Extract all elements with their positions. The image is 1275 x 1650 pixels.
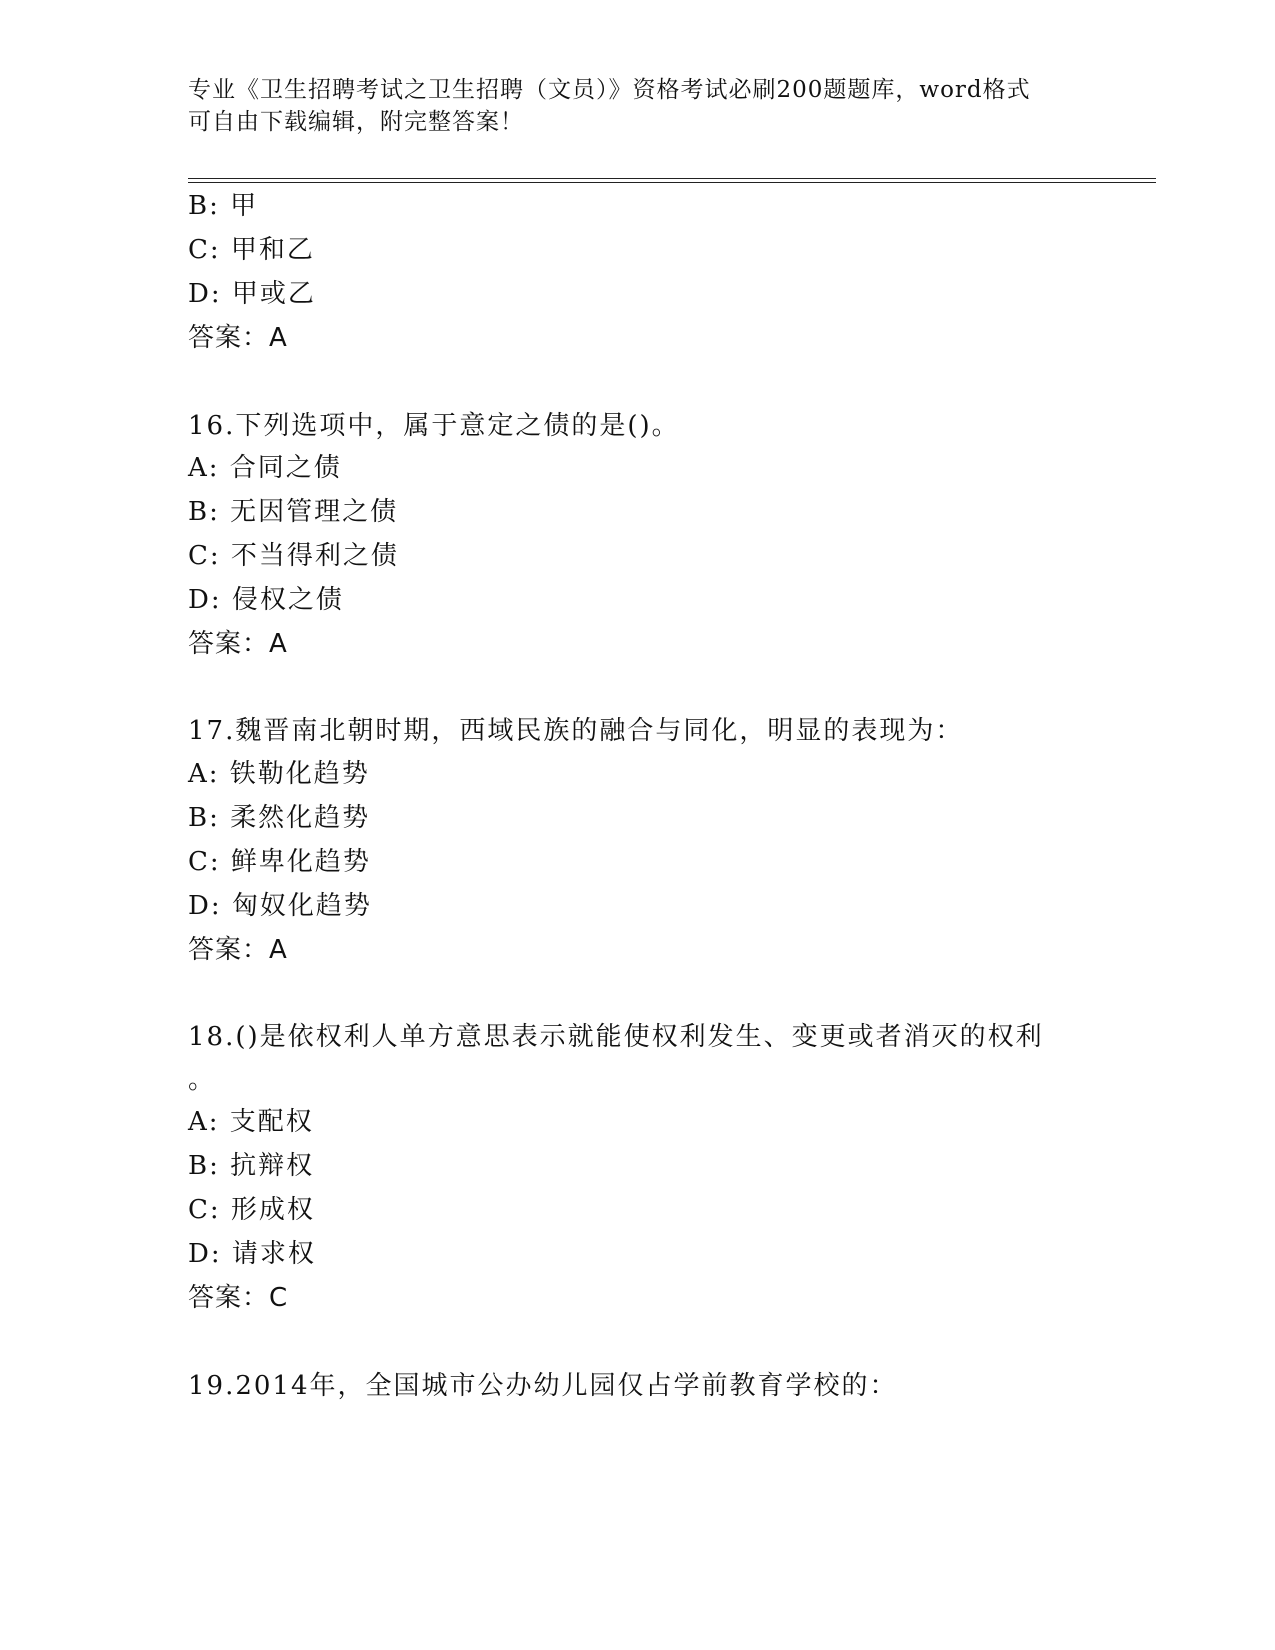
q15-answer: 答案：A <box>188 323 288 353</box>
q16-question: 16.下列选项中，属于意定之债的是()。 <box>188 411 680 441</box>
q16-option-a: A: 合同之债 <box>188 453 342 483</box>
q17-option-c: C: 鲜卑化趋势 <box>188 847 371 877</box>
q15-option-d: D: 甲或乙 <box>188 279 316 309</box>
q17-question: 17.魏晋南北朝时期，西域民族的融合与同化，明显的表现为： <box>188 716 964 746</box>
q16-option-b: B: 无因管理之债 <box>188 497 399 527</box>
q18-option-d: D: 请求权 <box>188 1239 316 1269</box>
q15-option-c: C: 甲和乙 <box>188 235 315 265</box>
header-divider-bottom <box>188 182 1156 183</box>
header-line-1: 专业《卫生招聘考试之卫生招聘（文员）》资格考试必刷200题题库，word格式 <box>188 77 1031 103</box>
q15-option-b: B: 甲 <box>188 191 259 221</box>
q18-question-continuation: 。 <box>188 1065 217 1095</box>
q17-option-b: B: 柔然化趋势 <box>188 803 371 833</box>
q18-option-c: C: 形成权 <box>188 1195 315 1225</box>
q18-option-b: B: 抗辩权 <box>188 1151 315 1181</box>
q18-option-a: A: 支配权 <box>188 1107 314 1137</box>
q18-question: 18.()是依权利人单方意思表示就能使权利发生、变更或者消灭的权利 <box>188 1022 1044 1052</box>
document-header <box>188 74 1068 138</box>
q16-option-d: D: 侵权之债 <box>188 585 344 615</box>
q18-answer: 答案：C <box>188 1283 289 1313</box>
header-divider-top <box>188 178 1156 179</box>
q16-option-c: C: 不当得利之债 <box>188 541 399 571</box>
q17-answer: 答案：A <box>188 935 288 965</box>
q17-option-a: A: 铁勒化趋势 <box>188 759 370 789</box>
q16-answer: 答案：A <box>188 629 288 659</box>
q17-option-d: D: 匈奴化趋势 <box>188 891 372 921</box>
header-line-2: 可自由下载编辑，附完整答案！ <box>188 109 524 135</box>
q19-question: 19.2014年，全国城市公办幼儿园仅占学前教育学校的： <box>188 1371 898 1401</box>
